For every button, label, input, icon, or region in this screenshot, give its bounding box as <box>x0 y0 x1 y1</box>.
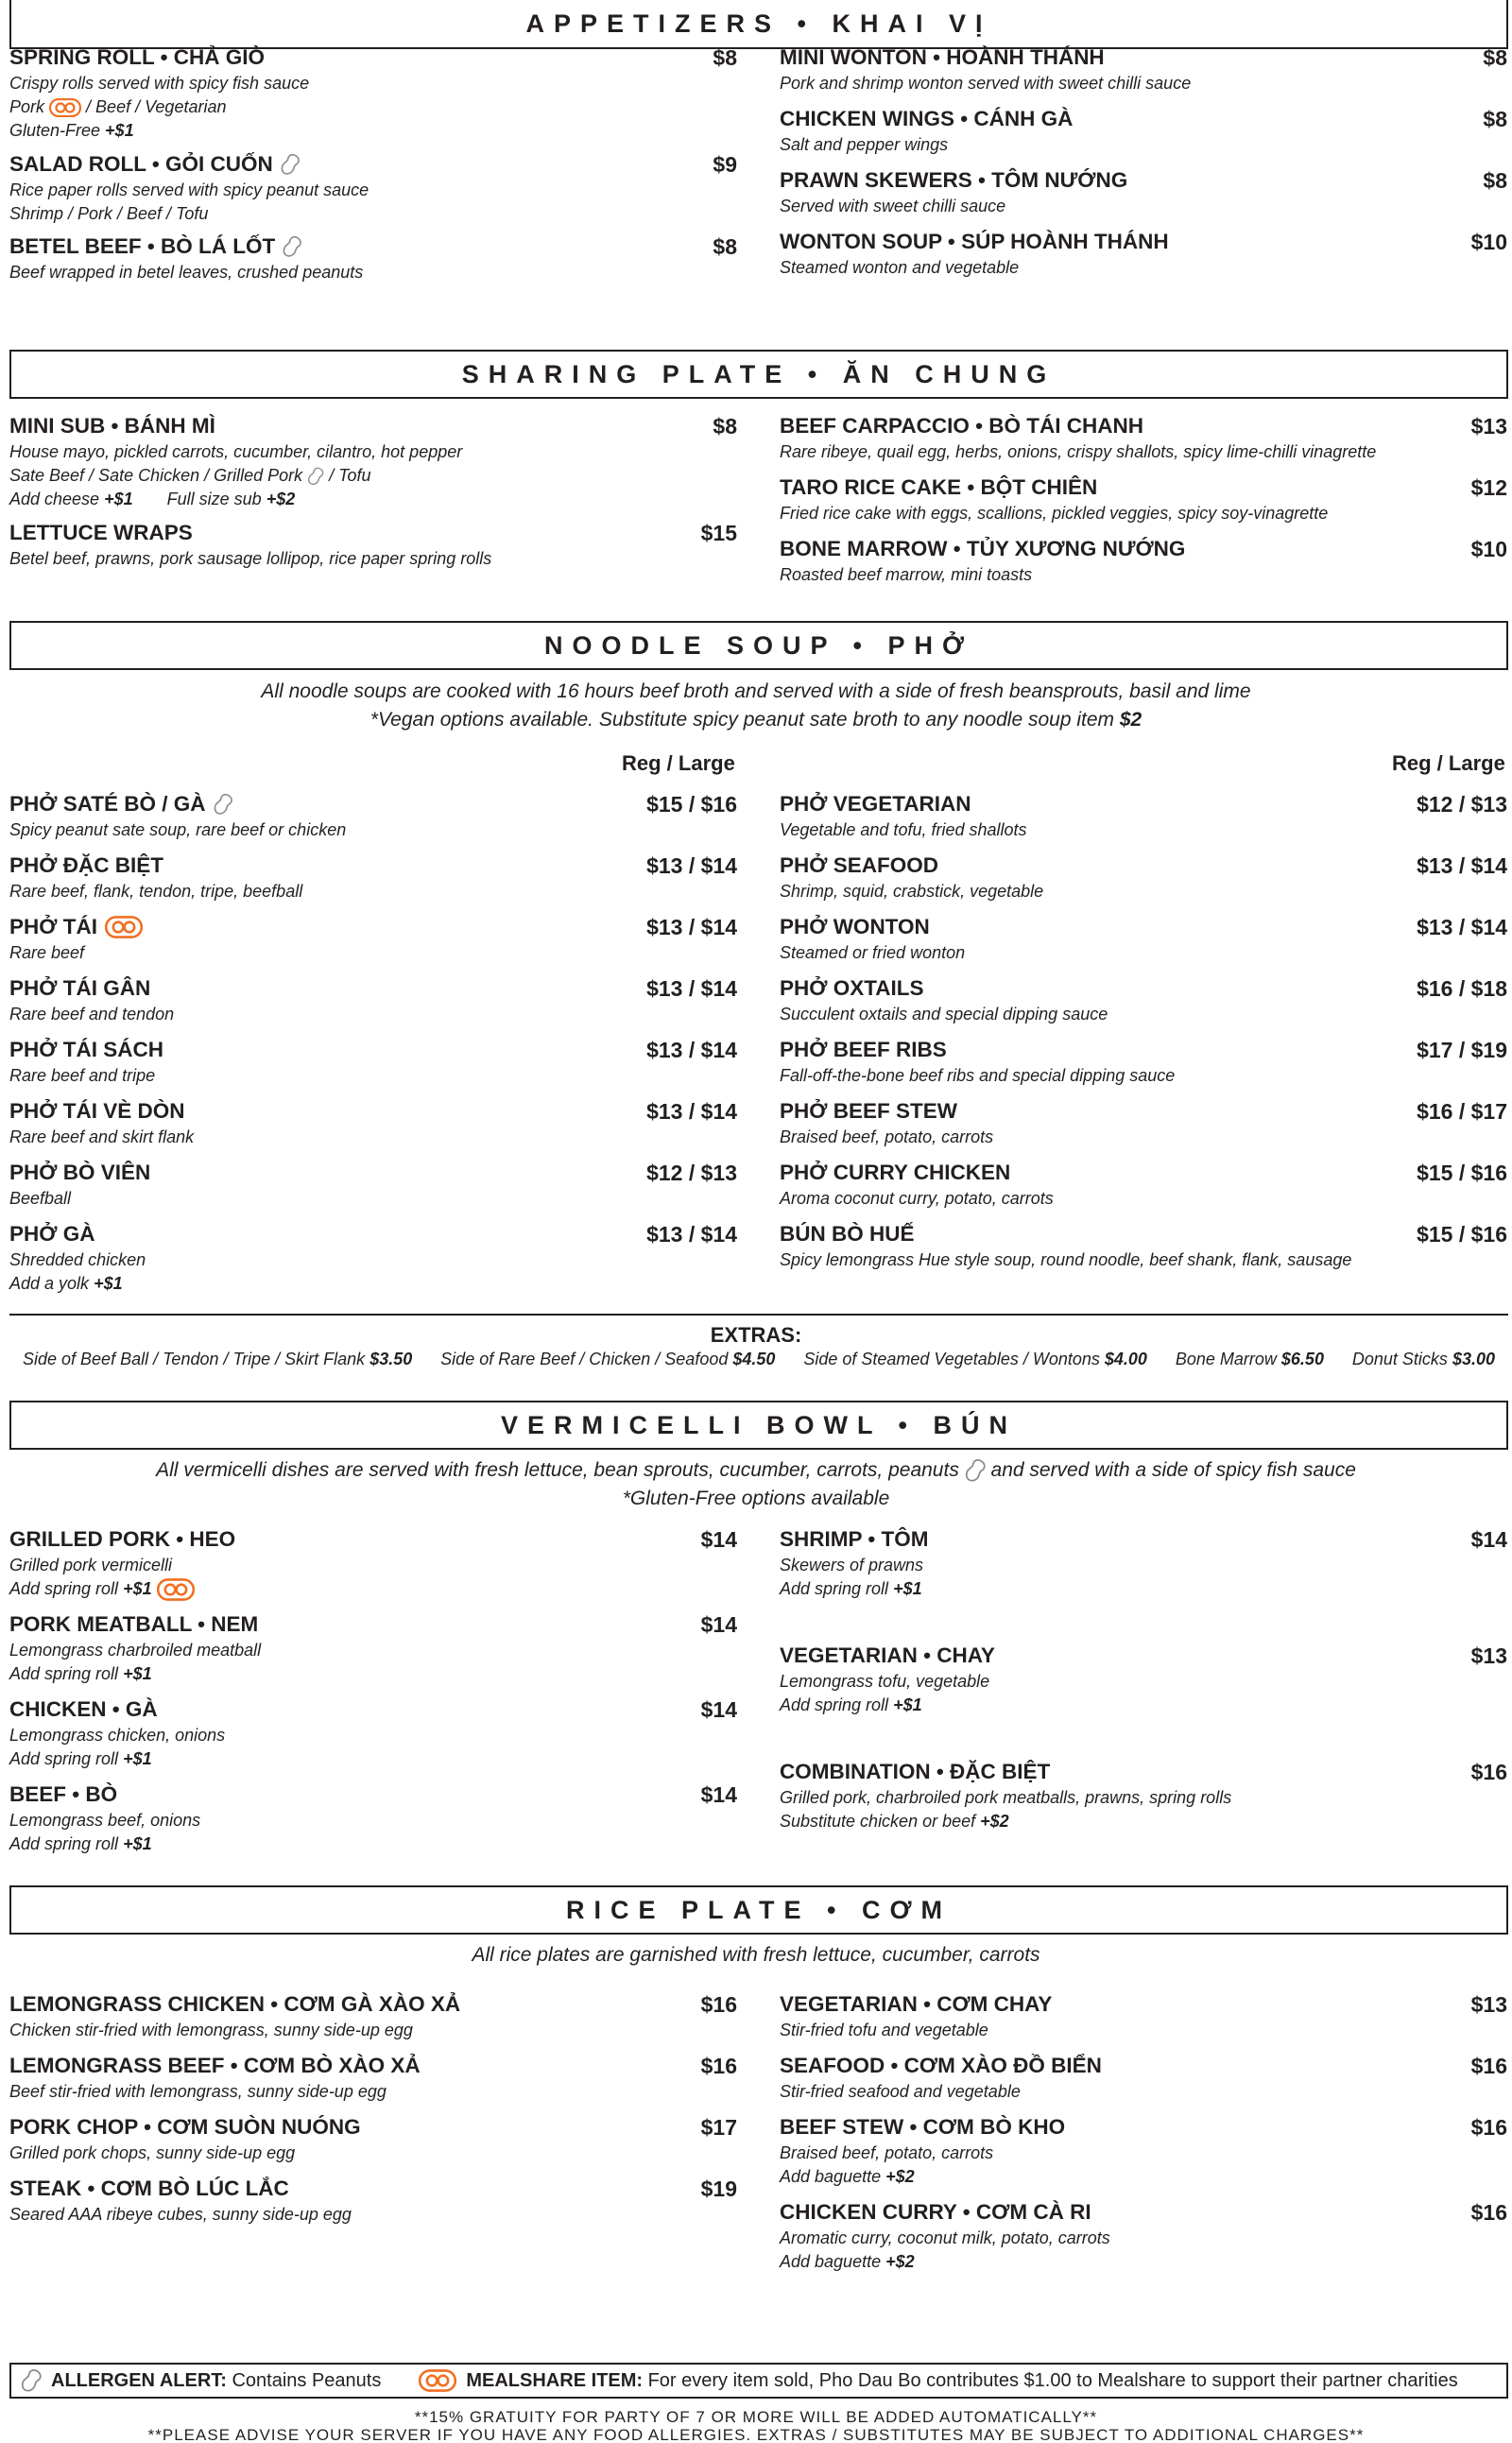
mealshare-icon <box>49 98 81 117</box>
item-price: $12 <box>1470 474 1507 500</box>
mealshare-icon <box>157 1578 195 1601</box>
item-name: STEAK • CƠM BÒ LÚC LẮC <box>9 2176 289 2200</box>
peanut-icon <box>21 2367 42 2394</box>
item-price: $15 / $16 <box>646 791 737 817</box>
extras-price: $3.50 <box>369 1350 413 1368</box>
item-price: $8 <box>713 44 737 70</box>
item-desc <box>9 119 737 143</box>
menu-item <box>780 913 1507 965</box>
item-desc: Rare beef, flank, tendon, tripe, beefball <box>9 882 303 901</box>
item-name: VEGETARIAN • CƠM CHAY <box>780 1992 1053 2016</box>
desc-price: +$1 <box>123 1664 152 1683</box>
item-price: $13 <box>1470 413 1507 439</box>
item-name: SPRING ROLL • CHẢ GIÒ <box>9 45 265 69</box>
item-name: PHỞ CURRY CHICKEN <box>780 1161 1011 1184</box>
item-desc: Spicy lemongrass Hue style soup, round noodle, beef shank, flank, sausage <box>780 1250 1352 1269</box>
item-price: $14 <box>700 1611 737 1637</box>
peanut-icon <box>307 466 324 487</box>
item-desc: Chicken stir-fried with lemongrass, sunny side-up egg <box>9 2021 413 2039</box>
item-name: BEEF • BÒ <box>9 1782 118 1806</box>
extras-label: Side of Beef Ball / Tendon / Tripe / Skirt Flank <box>23 1350 370 1368</box>
desc-price: +$1 <box>893 1579 922 1598</box>
item-price: $12 / $13 <box>1417 791 1507 817</box>
item-desc <box>780 2250 1507 2274</box>
item-name: WONTON SOUP • SÚP HOÀNH THÁNH <box>780 230 1169 253</box>
item-price: $16 <box>700 1991 737 2017</box>
desc-price: +$1 <box>123 1749 152 1768</box>
allergen-legend <box>21 2367 381 2394</box>
menu-item <box>780 105 1507 157</box>
item-price: $13 <box>1470 1643 1507 1668</box>
item-price: $16 <box>1470 2053 1507 2078</box>
legend-box <box>9 2363 1508 2399</box>
item-desc: Shrimp / Pork / Beef / Tofu <box>9 204 209 223</box>
extras-label: Side of Steamed Vegetables / Wontons <box>803 1350 1105 1368</box>
desc-text: Add spring roll <box>9 1664 124 1683</box>
section-header-appetizers <box>9 0 1508 49</box>
item-desc: Lemongrass beef, onions <box>9 1811 201 1830</box>
peanut-icon <box>283 234 301 259</box>
desc-text: Add spring roll <box>9 1834 124 1853</box>
item-price: $14 <box>700 1696 737 1722</box>
mealshare-label: MEALSHARE ITEM: <box>466 2369 644 2391</box>
item-desc: Seared AAA ribeye cubes, sunny side-up egg <box>9 2205 352 2224</box>
menu-item <box>9 1695 737 1771</box>
peanut-icon <box>965 1457 986 1484</box>
item-price: $15 / $16 <box>1417 1221 1507 1247</box>
item-price: $15 <box>700 520 737 545</box>
section-header-sharing <box>9 350 1508 399</box>
item-desc <box>780 1694 1507 1717</box>
menu-item <box>9 2175 737 2227</box>
item-desc: Pork and shrimp wonton served with sweet chilli sauce <box>780 74 1192 93</box>
item-desc: Rare beef <box>9 943 85 962</box>
allergen-label: ALLERGEN ALERT: <box>51 2369 227 2391</box>
item-desc: Fried rice cake with eggs, scallions, pickled veggies, spicy soy-vinagrette <box>780 504 1329 523</box>
item-name-text: PHỞ SATÉ BÒ / GÀ <box>9 792 206 816</box>
desc-price: +$2 <box>885 2252 915 2271</box>
section-title: VERMICELLI BOWL • BÚN <box>501 1410 1017 1439</box>
extras-title: EXTRAS: <box>710 1323 802 1347</box>
item-price: $10 <box>1470 536 1507 561</box>
item-desc: Lemongrass charbroiled meatball <box>9 1641 262 1660</box>
item-desc <box>9 464 737 488</box>
extras-item <box>440 1350 775 1369</box>
rice-intro: All rice plates are garnished with fresh lettuce, cucumber, carrots <box>472 1944 1040 1966</box>
desc-price: +$2 <box>266 490 296 508</box>
allergen-text <box>51 2370 381 2392</box>
menu-item <box>9 1525 737 1601</box>
desc-text: Add cheese <box>9 490 105 508</box>
menu-item <box>780 1097 1507 1149</box>
item-name: LEMONGRASS BEEF • CƠM BÒ XÀO XẢ <box>9 2054 421 2077</box>
menu-item <box>780 1036 1507 1088</box>
item-price: $8 <box>713 413 737 439</box>
item-desc: Lemongrass tofu, vegetable <box>780 1672 990 1691</box>
desc-text: Add spring roll <box>780 1695 894 1714</box>
mealshare-icon <box>105 916 143 938</box>
menu-item <box>780 1990 1507 2042</box>
item-name: GRILLED PORK • HEO <box>9 1527 236 1551</box>
menu-item <box>9 519 737 571</box>
extras-price: $3.00 <box>1452 1350 1495 1368</box>
item-price: $8 <box>1483 167 1507 193</box>
item-name: PHỞ VEGETARIAN <box>780 792 971 816</box>
item-desc: Vegetable and tofu, fried shallots <box>780 820 1027 839</box>
item-desc: House mayo, pickled carrots, cucumber, cilantro, hot pepper <box>9 442 463 461</box>
extras-label: Donut Sticks <box>1351 1350 1452 1368</box>
desc-text: / Beef / Vegetarian <box>86 97 227 116</box>
desc-text: Sate Beef / Sate Chicken / Grilled Pork <box>9 466 303 485</box>
section-title: SHARING PLATE • ĂN CHUNG <box>461 359 1057 388</box>
desc-text: Add a yolk <box>9 1274 94 1293</box>
item-desc: Rare ribeye, quail egg, herbs, onions, crispy shallots, spicy lime-chilli vinagrette <box>780 442 1377 461</box>
item-name: CHICKEN CURRY • CƠM CÀ RI <box>780 2200 1091 2224</box>
intro-text: All vermicelli dishes are served with fresh lettuce, bean sprouts, cucumber, carrots, peanuts <box>156 1459 959 1481</box>
item-price: $10 <box>1470 229 1507 254</box>
item-price: $15 / $16 <box>1417 1160 1507 1185</box>
extras-label: Bone Marrow <box>1175 1350 1281 1368</box>
item-price: $16 / $18 <box>1417 975 1507 1001</box>
item-desc: Beef wrapped in betel leaves, crushed peanuts <box>9 263 364 282</box>
item-name: PORK MEATBALL • NEM <box>9 1612 259 1636</box>
item-desc: Grilled pork, charbroiled pork meatballs, prawns, spring rolls <box>780 1788 1232 1807</box>
menu-item <box>780 974 1507 1026</box>
item-desc <box>780 1810 1507 1833</box>
extras-price: $4.00 <box>1104 1350 1147 1368</box>
menu-item <box>780 1159 1507 1211</box>
item-name <box>9 152 300 177</box>
item-price: $16 / $17 <box>1417 1098 1507 1124</box>
extras-price: $4.50 <box>732 1350 776 1368</box>
item-price: $14 <box>700 1781 737 1807</box>
item-desc: Succulent oxtails and special dipping sauce <box>780 1005 1108 1024</box>
item-desc: Steamed or fried wonton <box>780 943 966 962</box>
item-desc: Braised beef, potato, carrots <box>780 2143 994 2162</box>
menu-item <box>780 2052 1507 2104</box>
item-name-text: BETEL BEEF • BÒ LÁ LỐT <box>9 234 276 258</box>
item-desc <box>9 1577 737 1601</box>
intro-price: $2 <box>1119 709 1143 731</box>
appetizers-left <box>9 43 737 282</box>
item-desc <box>9 95 737 119</box>
item-price: $13 / $14 <box>646 1037 737 1062</box>
mealshare-desc: For every item sold, Pho Dau Bo contributes $1.00 to Mealshare to support their partner charities <box>643 2369 1458 2391</box>
item-name: LETTUCE WRAPS <box>9 521 193 544</box>
desc-price: +$1 <box>105 121 134 140</box>
mealshare-text <box>466 2370 1457 2392</box>
item-desc: Aroma coconut curry, potato, carrots <box>780 1189 1054 1208</box>
item-desc <box>780 1577 1507 1601</box>
item-name: BONE MARROW • TỦY XƯƠNG NƯỚNG <box>780 537 1186 560</box>
item-name: PHỞ ĐẶC BIỆT <box>9 853 163 877</box>
menu-item <box>9 974 737 1026</box>
item-desc: Betel beef, prawns, pork sausage lollipop, rice paper spring rolls <box>9 549 492 568</box>
item-name: TARO RICE CAKE • BỘT CHIÊN <box>780 475 1098 499</box>
item-desc: Beef stir-fried with lemongrass, sunny side-up egg <box>9 2082 387 2101</box>
item-desc: Steamed wonton and vegetable <box>780 258 1020 277</box>
extras-item <box>1176 1350 1324 1369</box>
item-desc: Rare beef and tendon <box>9 1005 175 1024</box>
item-name: PHỞ BEEF STEW <box>780 1099 957 1123</box>
item-name <box>9 792 232 817</box>
noodle-intro <box>0 678 1512 734</box>
divider <box>9 1314 1508 1316</box>
item-name: CHICKEN WINGS • CÁNH GÀ <box>780 107 1074 130</box>
item-desc: Fall-off-the-bone beef ribs and special dipping sauce <box>780 1066 1176 1085</box>
section-title: RICE PLATE • CƠM <box>566 1895 952 1924</box>
menu-item <box>9 232 737 284</box>
desc-price: +$1 <box>94 1274 123 1293</box>
item-desc: Shredded chicken <box>9 1250 146 1269</box>
menu-item <box>780 1525 1507 1601</box>
menu-item <box>780 852 1507 903</box>
item-price: $13 / $14 <box>646 1098 737 1124</box>
extras-item <box>803 1350 1147 1369</box>
item-name: PHỞ GÀ <box>9 1222 95 1246</box>
menu-item <box>780 412 1507 464</box>
item-name: BEEF CARPACCIO • BÒ TÁI CHANH <box>780 414 1143 438</box>
item-desc: Salt and pepper wings <box>780 135 949 154</box>
desc-price: +$1 <box>123 1579 152 1598</box>
item-name: CHICKEN • GÀ <box>9 1697 158 1721</box>
section-header-noodle <box>9 621 1508 670</box>
item-desc <box>9 488 737 511</box>
item-desc: Aromatic curry, coconut milk, potato, carrots <box>780 2228 1110 2247</box>
item-price: $13 / $14 <box>1417 852 1507 878</box>
item-price: $13 / $14 <box>646 975 737 1001</box>
item-name-text: PHỞ TÁI <box>9 915 97 938</box>
item-desc: Served with sweet chilli sauce <box>780 197 1006 215</box>
item-name: PHỞ TÁI GÂN <box>9 976 151 1000</box>
menu-item <box>9 1220 737 1296</box>
desc-text: Substitute chicken or beef <box>780 1812 981 1831</box>
menu-item <box>9 852 737 903</box>
extras-list <box>9 1350 1508 1369</box>
section-header-vermicelli <box>9 1401 1508 1450</box>
item-name: COMBINATION • ĐẶC BIỆT <box>780 1760 1051 1783</box>
menu-item <box>780 228 1507 280</box>
item-desc: Stir-fried tofu and vegetable <box>780 2021 988 2039</box>
menu-item <box>780 2113 1507 2189</box>
desc-price: +$2 <box>885 2167 915 2186</box>
menu-item <box>9 43 737 143</box>
item-name <box>9 915 143 939</box>
item-name: PHỞ BEEF RIBS <box>780 1038 947 1061</box>
allergen-desc: Contains Peanuts <box>226 2369 382 2391</box>
item-price: $8 <box>1483 44 1507 70</box>
item-price: $14 <box>1470 1526 1507 1552</box>
item-desc <box>9 1662 737 1686</box>
item-desc: Roasted beef marrow, mini toasts <box>780 565 1033 584</box>
item-desc <box>9 1747 737 1771</box>
item-name: BÚN BÒ HUẾ <box>780 1222 915 1246</box>
section-title: APPETIZERS • KHAI VỊ <box>525 9 992 38</box>
desc-price: +$2 <box>980 1812 1009 1831</box>
menu-item <box>9 1159 737 1211</box>
menu-item <box>9 1990 737 2042</box>
footer-gratuity: **15% GRATUITY FOR PARTY OF 7 OR MORE WILL BE ADDED AUTOMATICALLY** <box>414 2408 1098 2426</box>
item-name: PHỞ WONTON <box>780 915 930 938</box>
section-header-rice <box>9 1885 1508 1935</box>
item-price: $16 <box>1470 1759 1507 1784</box>
item-desc: Lemongrass chicken, onions <box>9 1726 226 1745</box>
peanut-icon <box>281 152 300 177</box>
desc-text: Add spring roll <box>780 1579 894 1598</box>
item-name: MINI SUB • BÁNH MÌ <box>9 414 215 438</box>
item-name <box>9 234 301 259</box>
item-name: VEGETARIAN • CHAY <box>780 1643 995 1667</box>
item-desc: Skewers of prawns <box>780 1556 924 1574</box>
item-price: $12 / $13 <box>646 1160 737 1185</box>
menu-item <box>780 1642 1507 1717</box>
column-header-left: Reg / Large <box>622 751 735 775</box>
extras-item <box>23 1350 412 1369</box>
menu-item <box>9 412 737 511</box>
menu-item <box>780 1220 1507 1272</box>
item-desc <box>9 1272 737 1296</box>
menu-item <box>9 1781 737 1856</box>
item-desc <box>780 2165 1507 2189</box>
item-name: PRAWN SKEWERS • TÔM NƯỚNG <box>780 168 1128 192</box>
extras-label: Side of Rare Beef / Chicken / Seafood <box>440 1350 733 1368</box>
item-price: $8 <box>713 233 737 259</box>
desc-text: Pork <box>9 97 45 116</box>
intro-line: *Gluten-Free options available <box>622 1488 890 1509</box>
desc-text: / Tofu <box>329 466 371 485</box>
column-header-right: Reg / Large <box>1392 751 1505 775</box>
item-price: $19 <box>700 2176 737 2201</box>
menu-item <box>9 1036 737 1088</box>
footer-allergy-note: **PLEASE ADVISE YOUR SERVER IF YOU HAVE ANY FOOD ALLERGIES. EXTRAS / SUBSTITUTES MAY BE SUBJECT TO ADDITIONAL CHARGES** <box>147 2426 1365 2443</box>
item-price: $16 <box>700 2053 737 2078</box>
item-desc: Shrimp, squid, crabstick, vegetable <box>780 882 1044 901</box>
mealshare-legend <box>419 2369 1457 2392</box>
desc-text: Add baguette <box>780 2252 886 2271</box>
item-desc: Spicy peanut sate soup, rare beef or chicken <box>9 820 347 839</box>
item-price: $13 / $14 <box>646 914 737 939</box>
item-name: LEMONGRASS CHICKEN • CƠM GÀ XÀO XẢ <box>9 1992 461 2016</box>
item-desc: Rare beef and tripe <box>9 1066 156 1085</box>
item-desc: Beefball <box>9 1189 72 1208</box>
extras-item <box>1352 1350 1495 1369</box>
extras-price: $6.50 <box>1280 1350 1324 1368</box>
item-price: $16 <box>1470 2199 1507 2225</box>
menu-item <box>780 2198 1507 2274</box>
item-name: SEAFOOD • CƠM XÀO ĐỒ BIỂN <box>780 2054 1102 2077</box>
item-desc: Braised beef, potato, carrots <box>780 1127 994 1146</box>
item-desc: Crispy rolls served with spicy fish sauce <box>9 74 310 93</box>
intro-line: All noodle soups are cooked with 16 hours beef broth and served with a side of fresh beansprouts, basil and lime <box>261 680 1251 702</box>
menu-item <box>9 913 737 965</box>
item-price: $9 <box>713 151 737 177</box>
item-name: PORK CHOP • CƠM SUÒN NUÓNG <box>9 2115 361 2139</box>
section-title: NOODLE SOUP • PHỞ <box>543 630 974 660</box>
item-name: PHỞ BÒ VIÊN <box>9 1161 151 1184</box>
desc-text: Add spring roll <box>9 1749 124 1768</box>
desc-text: Add baguette <box>780 2167 886 2186</box>
menu-item <box>9 2052 737 2104</box>
item-name-text: SALAD ROLL • GỎI CUỐN <box>9 152 273 176</box>
intro-text: *Vegan options available. Substitute spicy peanut sate broth to any noodle soup item <box>369 709 1120 731</box>
vermicelli-intro <box>0 1456 1512 1513</box>
item-price: $13 <box>1470 1991 1507 2017</box>
desc-text: Add spring roll <box>9 1579 124 1598</box>
item-name: SHRIMP • TÔM <box>780 1527 929 1551</box>
menu-item <box>780 1758 1507 1833</box>
item-name: BEEF STEW • CƠM BÒ KHO <box>780 2115 1066 2139</box>
item-desc: Grilled pork vermicelli <box>9 1556 173 1574</box>
item-name: PHỞ TÁI VÈ DÒN <box>9 1099 185 1123</box>
peanut-icon <box>214 792 232 817</box>
item-name: PHỞ OXTAILS <box>780 976 924 1000</box>
menu-item <box>9 1097 737 1149</box>
desc-price: +$1 <box>893 1695 922 1714</box>
intro-line <box>0 1456 1512 1485</box>
item-price: $8 <box>1483 106 1507 131</box>
menu-item <box>780 166 1507 218</box>
menu-item <box>780 473 1507 525</box>
item-name: PHỞ SEAFOOD <box>780 853 938 877</box>
menu-item <box>9 2113 737 2165</box>
intro-text: and served with a side of spicy fish sauce <box>990 1459 1356 1481</box>
item-name: MINI WONTON • HOÀNH THÁNH <box>780 45 1105 69</box>
menu-item <box>780 43 1507 95</box>
intro-line <box>0 706 1512 734</box>
item-price: $13 / $14 <box>646 852 737 878</box>
item-price: $16 <box>1470 2114 1507 2140</box>
item-desc <box>9 1832 737 1856</box>
item-name: PHỞ TÁI SÁCH <box>9 1038 163 1061</box>
menu-item <box>780 535 1507 587</box>
item-price: $17 <box>700 2114 737 2140</box>
menu-item <box>9 790 737 842</box>
item-price: $17 / $19 <box>1417 1037 1507 1062</box>
item-price: $13 / $14 <box>1417 914 1507 939</box>
item-price: $14 <box>700 1526 737 1552</box>
item-desc: Grilled pork chops, sunny side-up egg <box>9 2143 296 2162</box>
desc-text: Gluten-Free <box>9 121 106 140</box>
menu-item <box>9 150 737 226</box>
menu-item <box>780 790 1507 842</box>
item-desc: Rare beef and skirt flank <box>9 1127 195 1146</box>
desc-text: Full size sub <box>166 490 266 508</box>
desc-price: +$1 <box>123 1834 152 1853</box>
mealshare-icon <box>419 2369 456 2392</box>
desc-price: +$1 <box>104 490 133 508</box>
item-desc: Rice paper rolls served with spicy peanut sauce <box>9 181 369 199</box>
item-price: $13 / $14 <box>646 1221 737 1247</box>
menu-item <box>9 1610 737 1686</box>
item-desc: Stir-fried seafood and vegetable <box>780 2082 1021 2101</box>
